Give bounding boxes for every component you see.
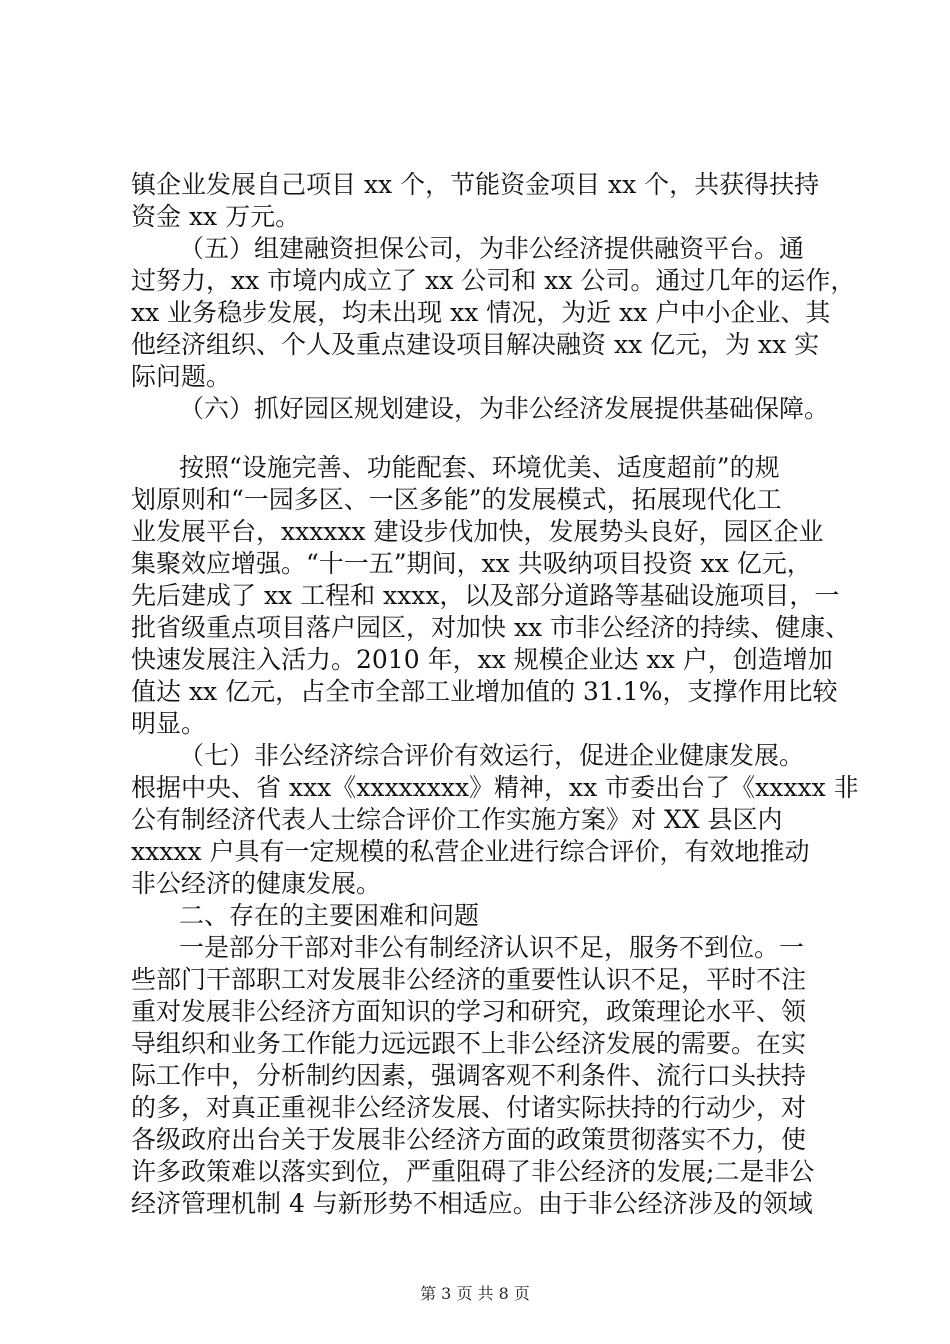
text-line: 业发展平台，xxxxxx 建设步伐加快，发展势头良好，园区企业	[131, 517, 824, 546]
text-line: 经济管理机制 4 与新形势不相适应。由于非公经济涉及的领域	[131, 1189, 813, 1218]
section-heading: 二、存在的主要困难和问题	[179, 901, 480, 930]
text-line: xxxxx 户具有一定规模的私营企业进行综合评价，有效地推动	[131, 837, 810, 866]
text-line: 非公经济的健康发展。	[131, 869, 382, 898]
text-line: 批省级重点项目落户园区，对加快 xx 市非公经济的持续、健康、	[131, 613, 851, 642]
text-line: （六）抓好园区规划建设，为非公经济发展提供基础保障。	[179, 394, 830, 423]
text-line: （五）组建融资担保公司，为非公经济提供融资平台。通	[179, 234, 805, 263]
text-line: 集聚效应增强。“十一五”期间，xx 共吸纳项目投资 xx 亿元，	[131, 549, 812, 578]
page-number-footer: 第 3 页 共 8 页	[420, 1284, 530, 1303]
text-line: 镇企业发展自己项目 xx 个，节能资金项目 xx 个，共获得扶持	[131, 170, 820, 199]
text-line: 先后建成了 xx 工程和 xxxx，以及部分道路等基础设施项目，一	[131, 581, 840, 610]
text-line: 公有制经济代表人士综合评价工作实施方案》对 XX 县区内	[131, 805, 783, 834]
text-line: 按照“设施完善、功能配套、环境优美、适度超前”的规	[179, 453, 780, 482]
text-line: 值达 xx 亿元，占全市全部工业增加值的 31.1%，支撑作用比较	[131, 677, 838, 706]
text-line: 重对发展非公经济方面知识的学习和研究，政策理论水平、领	[131, 997, 807, 1026]
text-line: 根据中央、省 xxx《xxxxxxxx》精神，xx 市委出台了《xxxxx 非	[131, 773, 859, 802]
text-line: 划原则和“一园多区、一区多能”的发展模式，拓展现代化工	[131, 485, 782, 514]
text-line: 快速发展注入活力。2010 年，xx 规模企业达 xx 户，创造增加	[131, 645, 833, 674]
text-line: 导组织和业务工作能力远远跟不上非公经济发展的需要。在实	[131, 1029, 807, 1058]
text-line: 资金 xx 万元。	[131, 202, 301, 231]
text-line: 际问题。	[131, 362, 232, 391]
text-line: 过努力，xx 市境内成立了 xx 公司和 xx 公司。通过几年的运作，	[131, 266, 856, 295]
text-line: 一是部分干部对非公有制经济认识不足，服务不到位。一	[179, 933, 805, 962]
text-line: xx 业务稳步发展，均未出现 xx 情况，为近 xx 户中小企业、其	[131, 298, 831, 327]
text-line: 些部门干部职工对发展非公经济的重要性认识不足，平时不注	[131, 965, 807, 994]
text-line: 各级政府出台关于发展非公经济方面的政策贯彻落实不力，使	[131, 1125, 807, 1154]
text-line: 明显。	[131, 709, 207, 738]
text-line: 的多，对真正重视非公经济发展、付诸实际扶持的行动少，对	[131, 1093, 807, 1122]
text-line: 许多政策难以落实到位，严重阻碍了非公经济的发展;二是非公	[131, 1157, 815, 1186]
text-line: 他经济组织、个人及重点建设项目解决融资 xx 亿元，为 xx 实	[131, 330, 820, 359]
text-line: （七）非公经济综合评价有效运行，促进企业健康发展。	[179, 741, 805, 770]
text-line: 际工作中，分析制约因素，强调客观不利条件、流行口头扶持	[131, 1061, 807, 1090]
